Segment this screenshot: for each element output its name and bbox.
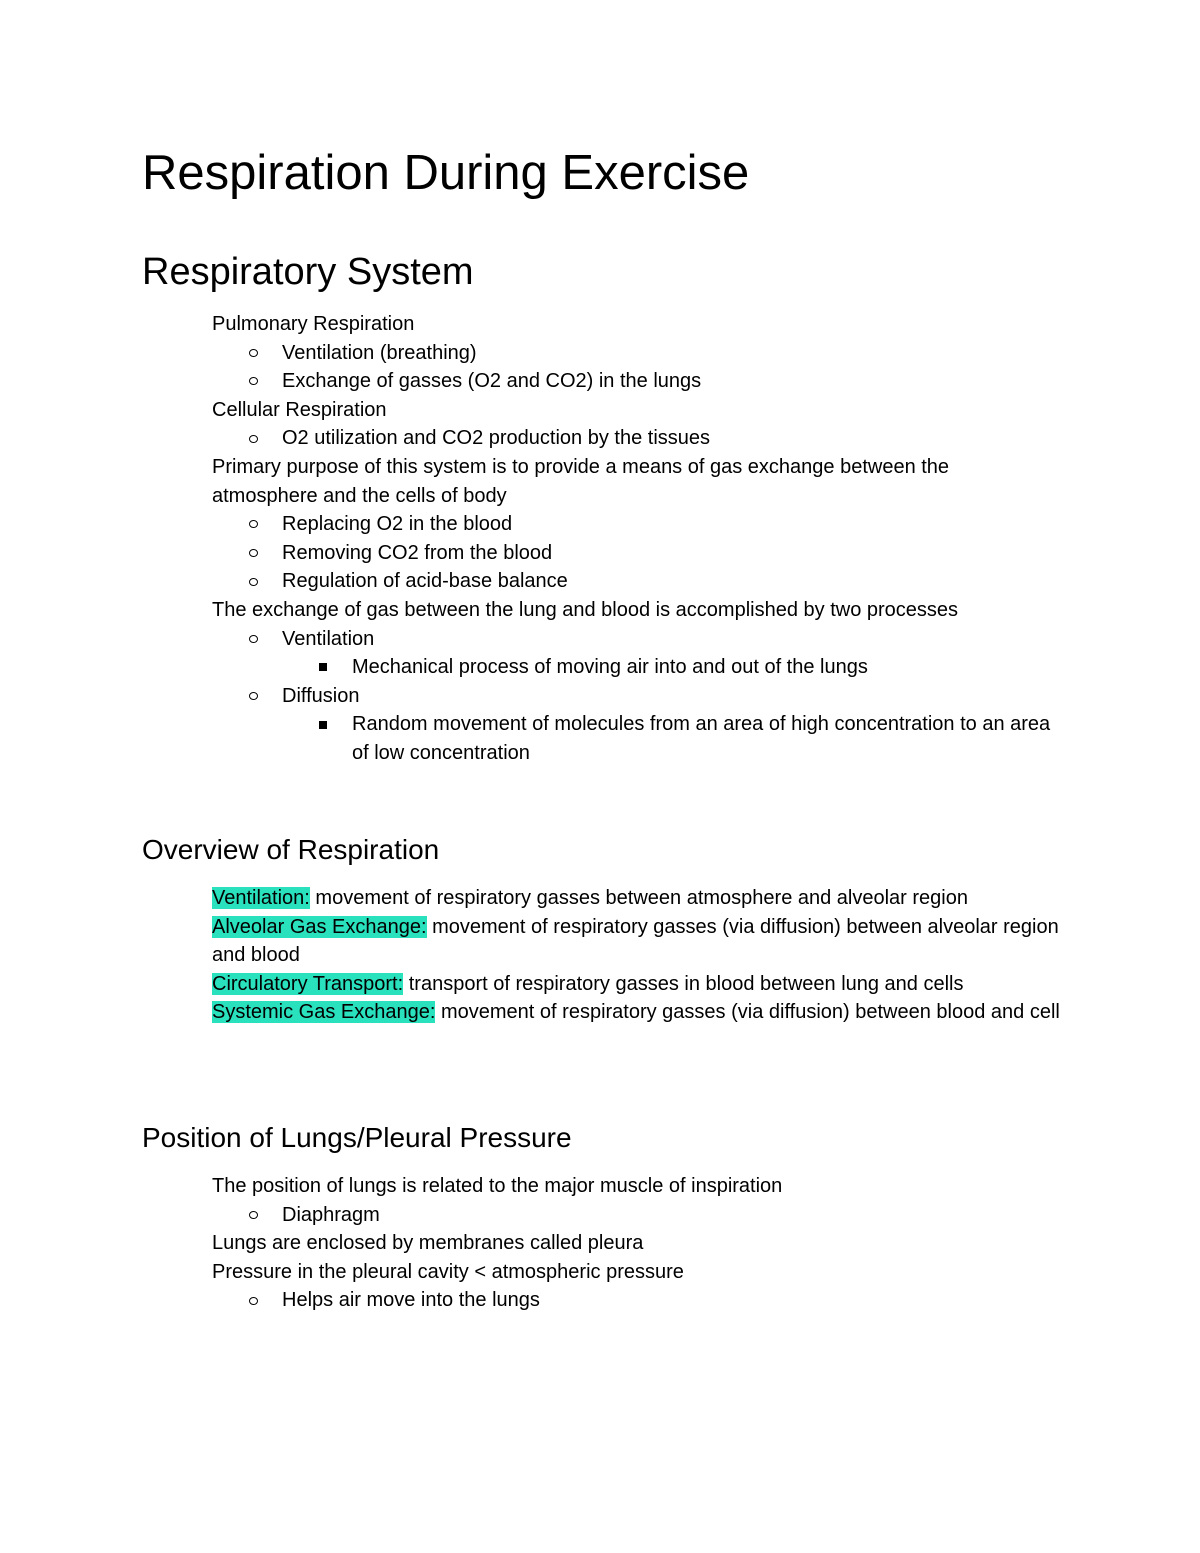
list-item (0, 1258, 1072, 1315)
list-item-text (212, 998, 1072, 1027)
list-item-text: Removing CO2 from the blood (282, 541, 553, 564)
list-item (282, 367, 1072, 396)
list-item (0, 310, 1072, 396)
highlighted-term: Systemic Gas Exchange: (212, 1001, 436, 1024)
list-item (0, 453, 1072, 596)
list-item-text: Ventilation (breathing) (282, 341, 477, 364)
list-item (282, 625, 1072, 682)
list-item (282, 1286, 1072, 1315)
hollow-circle-icon (246, 1201, 260, 1230)
list-item (352, 653, 1072, 682)
list-item-text: O2 utilization and CO2 production by the tissues (282, 427, 711, 450)
list-item-text: Diaphragm (282, 1203, 380, 1226)
hollow-circle-icon (246, 539, 260, 568)
hollow-circle-icon (246, 625, 260, 654)
hollow-circle-icon (246, 367, 260, 396)
list-item (0, 998, 1072, 1027)
list-item-text: Helps air move into the lungs (282, 1289, 540, 1312)
list-item-text: Ventilation (282, 627, 375, 650)
list-item (282, 1201, 1072, 1230)
list-item-text: The position of lungs is related to the major muscle of inspiration (212, 1175, 783, 1197)
section-heading-respiratory-system: Respiratory System (142, 251, 474, 293)
list-item-text: Random movement of molecules from an area of high concentration to an area of low concentration (352, 713, 1051, 764)
square-bullet-icon (316, 710, 330, 739)
list-item-text: Pressure in the pleural cavity < atmospheric pressure (212, 1260, 684, 1283)
list-item-text: Cellular Respiration (212, 398, 387, 421)
list-item-text (212, 884, 1072, 913)
list-item-text: Pulmonary Respiration (212, 313, 415, 335)
list-item-text: Mechanical process of moving air into and out of the lungs (352, 656, 868, 679)
hollow-circle-icon (246, 339, 260, 368)
section-heading-position: Position of Lungs/Pleural Pressure (142, 1122, 572, 1153)
overview-list (0, 884, 1072, 1027)
list-item-text (212, 913, 1072, 970)
hollow-circle-icon (246, 567, 260, 596)
term-description: movement of respiratory gasses (via diffusion) between alveolar region and blood (212, 915, 1059, 967)
position-list (0, 1172, 1072, 1315)
list-item-text: Replacing O2 in the blood (282, 513, 513, 536)
term-description: transport of respiratory gasses in blood between lung and cells (403, 972, 964, 995)
document-title: Respiration During Exercise (142, 146, 750, 200)
highlighted-term: Alveolar Gas Exchange: (212, 915, 427, 938)
list-item (282, 339, 1072, 368)
list-item (282, 539, 1072, 568)
hollow-circle-icon (246, 1286, 260, 1315)
list-item-text: Lungs are enclosed by membranes called pleura (212, 1232, 644, 1255)
term-description: movement of respiratory gasses (via diffusion) between blood and cell (435, 1001, 1060, 1024)
list-item (0, 913, 1072, 970)
list-item (0, 1229, 1072, 1258)
hollow-circle-icon (246, 682, 260, 711)
list-item-text: Regulation of acid-base balance (282, 570, 568, 593)
list-item-text: The exchange of gas between the lung and blood is accomplished by two processes (212, 598, 959, 621)
list-item-text: Diffusion (282, 684, 360, 707)
list-item (0, 596, 1072, 768)
list-item (282, 567, 1072, 596)
list-item-text: Primary purpose of this system is to provide a means of gas exchange between the atmosphere and the cells of body (212, 455, 950, 507)
list-item (352, 710, 1072, 767)
highlighted-term: Circulatory Transport: (212, 972, 404, 995)
list-item (0, 970, 1072, 999)
section-heading-overview: Overview of Respiration (142, 834, 440, 865)
list-item (282, 510, 1072, 539)
list-item (0, 884, 1072, 913)
term-description: movement of respiratory gasses between atmosphere and alveolar region (309, 887, 968, 909)
highlighted-term: Ventilation: (212, 887, 310, 909)
respiratory-system-list (0, 310, 1072, 768)
list-item (0, 1172, 1072, 1229)
hollow-circle-icon (246, 510, 260, 539)
list-item (0, 396, 1072, 453)
hollow-circle-icon (246, 424, 260, 453)
list-item-text: Exchange of gasses (O2 and CO2) in the lungs (282, 370, 702, 393)
list-item-text (212, 970, 1072, 999)
square-bullet-icon (316, 653, 330, 682)
list-item (282, 682, 1072, 768)
list-item (282, 424, 1072, 453)
